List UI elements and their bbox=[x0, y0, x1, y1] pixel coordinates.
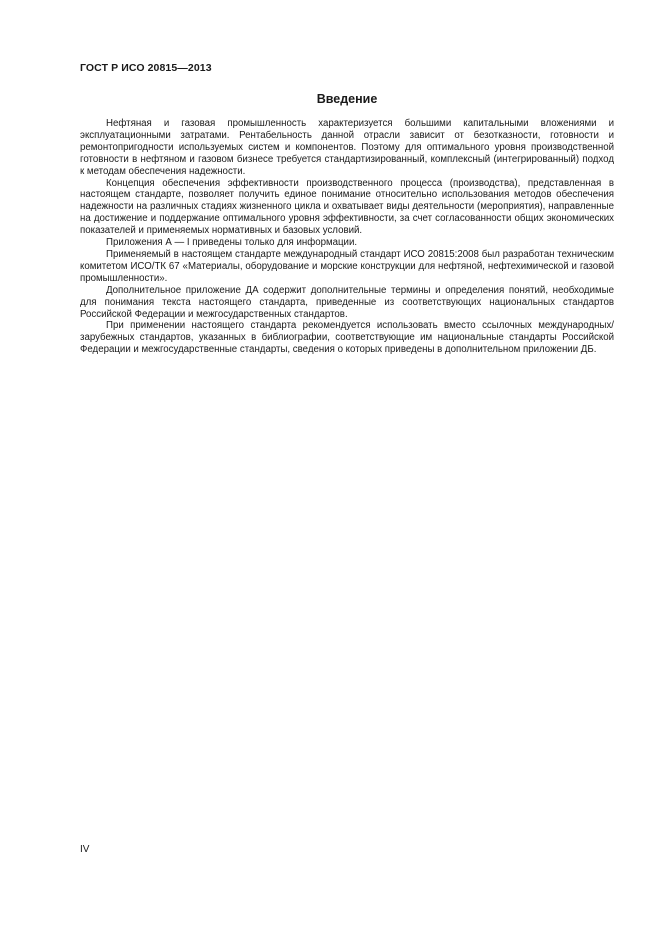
paragraph-annexes: Приложения А — I приведены только для информации. bbox=[106, 237, 358, 249]
paragraph-iso-standard: Применяемый в настоящем стандарте международный стандарт ИСО 20815:2008 был разработан техническим комитетом ИСО/ТК 67 «Материалы, оборудование и морские конструкции для нефтяной, нефтехимической и газовой промышленности». bbox=[80, 248, 614, 284]
paragraph-concept: Концепция обеспечения эффективности производственного процесса (производства), представленная в настоящем стандарте, позволяет получить единое понимание относительно использования методов обеспечения надежности на различных стадиях жизненного цикла и охватывает виды деятельности (мероприятия), направленные на достижение и поддержание оптимального уровня эффективности, за счет согласованности общих экономических показателей и применяемых нормативных и базовых условий. bbox=[80, 177, 614, 237]
page-number: IV bbox=[80, 844, 90, 855]
paragraph-industry: Нефтяная и газовая промышленность характеризуется большими капитальными вложениями и эксплуатационными затратами. Рентабельность данной отрасли зависит от безотказности, готовности и ремонтопригодности используемых систем и компонентов. Поэтому для оптимального уровня производственной готовности в нефтяном и газовом бизнесе требуется стандартизированный, комплексный (интегрированный) подход к методам обеспечения надежности. bbox=[80, 118, 614, 177]
paragraph-annex-db: При применении настоящего стандарта рекомендуется использовать вместо ссылочных международных/зарубежных стандартов, указанных в библиографии, соответствующие им национальные стандарты Российской Федерации и межгосударственные стандарты, сведения о которых приведены в дополнительном приложении ДБ. bbox=[80, 320, 614, 356]
paragraph-annex-da: Дополнительное приложение ДА содержит дополнительные термины и определения понятий, необходимые для понимания текста настоящего стандарта, приведенные из соответствующих национальных стандартов Российской Федерации и межгосударственных стандартов. bbox=[80, 284, 614, 320]
section-title: Введение bbox=[316, 92, 378, 106]
introduction-body bbox=[80, 118, 614, 356]
standard-code-header: ГОСТ Р ИСО 20815—2013 bbox=[80, 62, 212, 74]
